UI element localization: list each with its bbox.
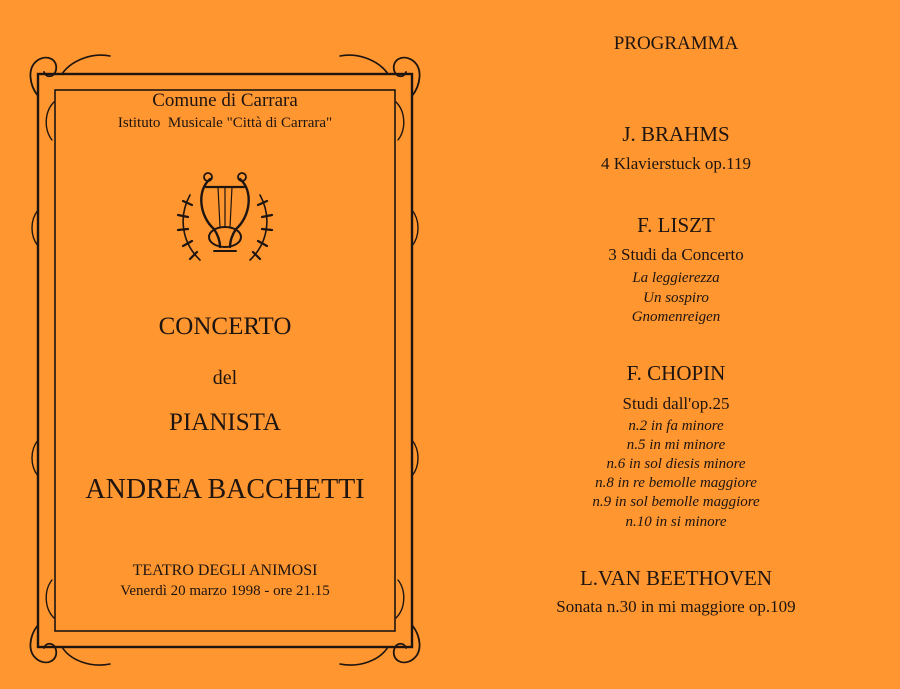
program-page [450,0,900,689]
concert-title: CONCERTO [158,313,292,340]
concert-date-time: Venerdì 20 marzo 1998 - ore 21.15 [120,583,330,599]
composer-beethoven: L.VAN BEETHOVEN [579,566,773,590]
piece-item: n.6 in sol diesis minore [606,456,746,472]
venue-name: TEATRO DEGLI ANIMOSI [132,562,318,579]
work-brahms: 4 Klavierstuck op.119 [601,154,751,173]
lyre-emblem-icon [170,165,280,275]
piece-item: n.10 in si minore [625,514,727,530]
performer-name: ANDREA BACCHETTI [85,474,365,505]
concert-title-del: del [212,367,238,389]
municipality-name: Comune di Carrara [152,90,298,111]
piece-item: n.9 in sol bemolle maggiore [592,494,760,510]
composer-brahms: J. BRAHMS [622,122,730,146]
concert-title-pianista: PIANISTA [169,409,281,436]
institute-name: Istituto Musicale "Città di Carrara" [117,115,333,131]
work-liszt: 3 Studi da Concerto [608,245,744,264]
composer-chopin: F. CHOPIN [626,361,726,385]
composer-liszt: F. LISZT [637,213,715,237]
work-chopin: Studi dall'op.25 [622,394,730,413]
piece-item: La leggierezza [632,270,720,286]
program-heading: PROGRAMMA [613,33,739,54]
piece-item: n.2 in fa minore [628,418,724,434]
piece-item: n.8 in re bemolle maggiore [595,475,757,491]
piece-item: Un sospiro [643,290,709,306]
piece-item: n.5 in mi minore [626,437,726,453]
piece-item: Gnomenreigen [631,309,721,325]
work-beethoven: Sonata n.30 in mi maggiore op.109 [556,597,796,616]
